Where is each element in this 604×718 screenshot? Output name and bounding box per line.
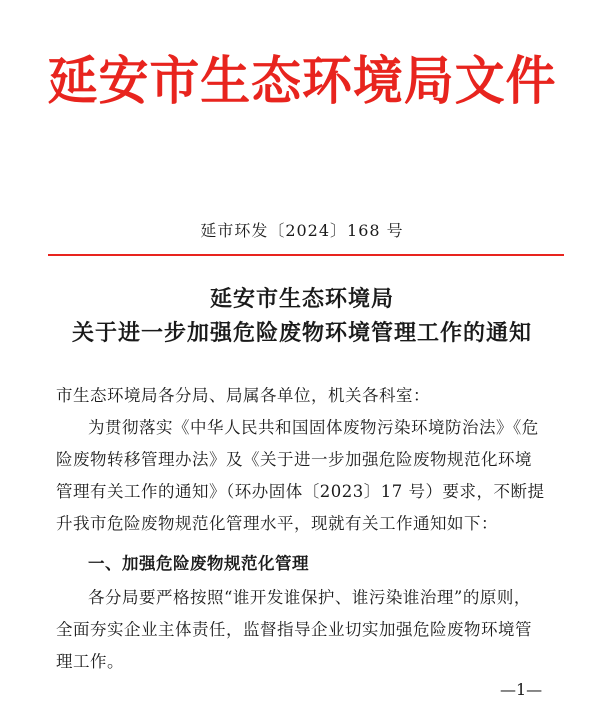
notice-title-line-2: 关于进一步加强危险废物环境管理工作的通知 — [71, 320, 532, 346]
section-1-heading: 一、加强危险废物规范化管理 — [88, 554, 309, 573]
notice-title-line-1: 延安市生态环境局 — [209, 286, 394, 312]
document-number: 延市环发〔2024〕168 号 — [200, 221, 404, 240]
addressee: 市生态环境局各分局、局属各单位，机关各科室： — [56, 386, 430, 405]
paragraph-2-line-2: 全面夯实企业主体责任，监督指导企业切实加强危险废物环境管 — [56, 620, 532, 639]
document-masthead: 延安市生态环境局文件 — [47, 51, 557, 112]
page-number: —1— — [500, 680, 543, 699]
paragraph-1-line-3: 管理有关工作的通知》（环办固体〔2023〕17 号）要求，不断提 — [56, 482, 545, 501]
paragraph-1-line-1: 为贯彻落实《中华人民共和国固体废物污染环境防治法》《危 — [88, 418, 539, 437]
paragraph-1-line-2: 险废物转移管理办法》及《关于进一步加强危险废物规范化环境 — [56, 450, 532, 469]
paragraph-2-line-3: 理工作。 — [56, 652, 124, 671]
paragraph-2-line-1: 各分局要严格按照“谁开发谁保护、谁污染谁治理”的原则， — [88, 588, 531, 607]
red-divider-line — [48, 254, 564, 256]
paragraph-1-line-4: 升我市危险废物规范化管理水平，现就有关工作通知如下： — [56, 514, 498, 533]
